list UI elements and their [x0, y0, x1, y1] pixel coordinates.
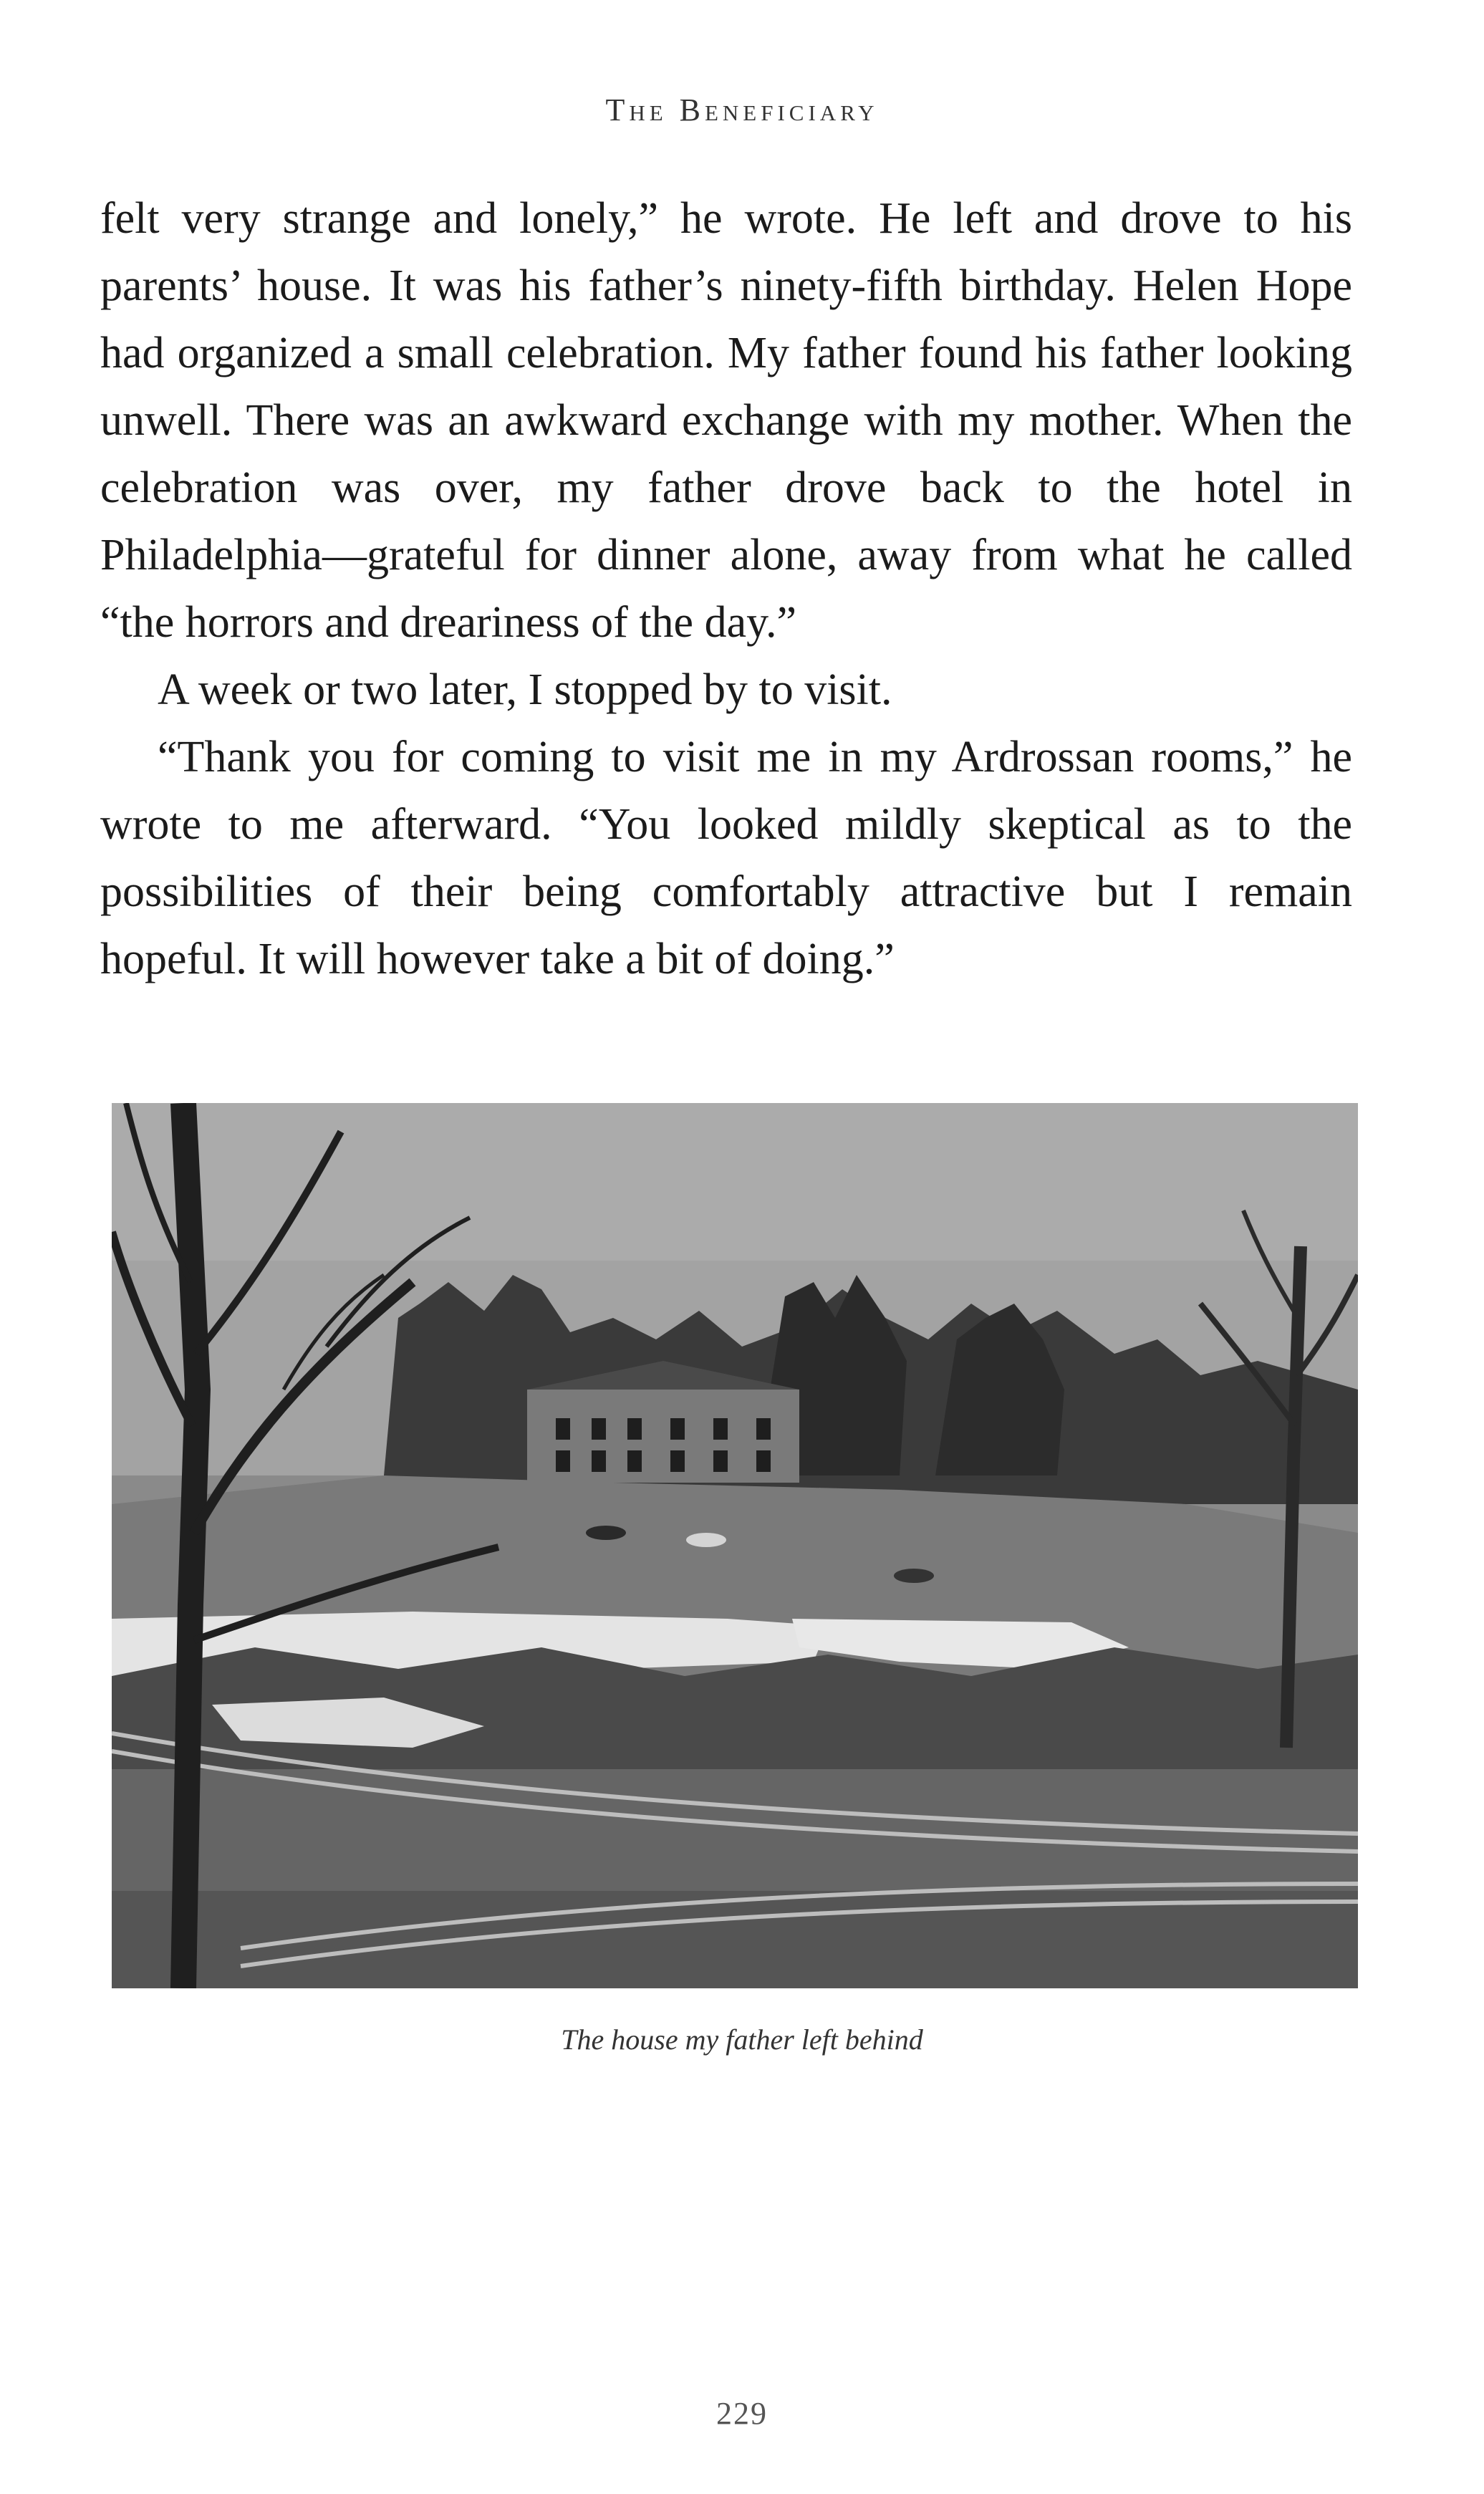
house-photograph [112, 1103, 1358, 1988]
body-text [100, 185, 1352, 993]
page-number: 229 [716, 2396, 768, 2431]
paragraph: A week or two later, I stopped by to visit. [158, 665, 892, 714]
photo-caption: The house my father left behind [561, 2023, 923, 2056]
paragraph: felt very strange and lonely,” he wrote. He left and drove to his parents’ house. It was his father’s ninety-fifth birthday. Helen Hope had organized a small celebration. My father found his father looking unwell. There was an awkward exchange with my mother. When the celebration was over, my father drove back to the hotel in Philadelphia—grateful for dinner alone, away from what he called “the horrors and dreariness of the day.” [100, 194, 1352, 647]
sky-haze [112, 1103, 1358, 1261]
landscape-photo-illustration [112, 1103, 1358, 1988]
paragraph: “Thank you for coming to visit me in my Ardrossan rooms,” he wrote to me afterward. “You looked mildly skeptical as to the possibilities of their being comfortably attractive but I remain hopeful. It will however take a bit of doing.” [100, 733, 1352, 983]
running-head: The Beneficiary [605, 92, 879, 127]
